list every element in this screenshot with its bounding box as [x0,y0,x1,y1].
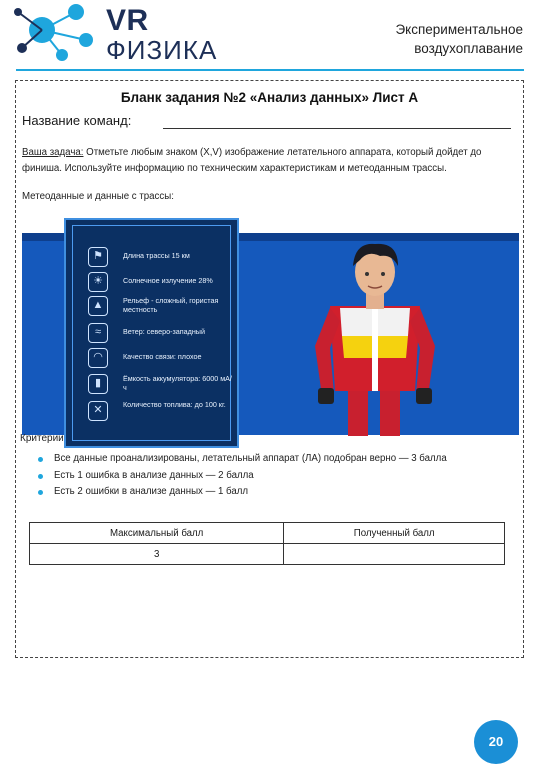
received-score-header: Полученный балл [284,523,505,544]
panel-item-text: Ветер: северо-западный [123,327,205,336]
table-header-row [30,523,505,544]
list-item [38,451,518,468]
task-description [22,145,520,177]
fuel-icon: ✕ [88,401,108,421]
panel-item-text: Ёмкость аккумулятора: 6000 мА/ч [123,374,232,392]
logo-text-vr: VR [106,4,149,37]
panel-item-battery [88,372,236,398]
weather-data-label: Метеоданные и данные с трассы: [22,191,174,202]
page-number-badge: 20 [474,720,518,764]
task-label: Ваша задача: [22,147,84,158]
form-title: Бланк задания №2 «Анализ данных» Лист А [120,90,419,105]
battery-icon: ▮ [88,374,108,394]
logo-text-physics: ФИЗИКА [106,35,218,65]
panel-item-wind [88,321,236,347]
list-item [38,484,518,501]
panel-item-text: Качество связи: плохое [123,352,202,361]
subject-line-1: Экспериментальное [395,22,523,37]
bullet-icon [38,490,43,495]
sun-icon: ☀ [88,272,108,292]
list-item [38,468,518,485]
criteria-item-text: Все данные проанализированы, летательный аппарат (ЛА) подобран верно — 3 балла [54,453,447,464]
team-name-field[interactable] [163,128,511,129]
table-row [30,544,505,565]
criteria-item-text: Есть 2 ошибки в анализе данных — 1 балл [54,486,249,497]
panel-item-track-length [88,245,236,271]
score-table [29,522,505,565]
panel-item-signal [88,346,236,372]
pilot-character-image [300,236,450,436]
received-score-cell[interactable] [284,544,505,565]
signal-icon: ◠ [88,348,108,368]
criteria-list [38,451,518,501]
bullet-icon [38,474,43,479]
bullet-icon [38,457,43,462]
subject-line-2: воздухоплавание [414,41,523,56]
subject-title [303,20,523,58]
panel-item-fuel [88,399,236,425]
panel-item-terrain [88,294,236,320]
panel-item-text: Длина трассы 15 км [123,251,190,260]
wind-icon: ≈ [88,323,108,343]
team-name-label: Название команд: [22,113,132,128]
panel-item-text: Рельеф - сложный, гористая местность [123,296,219,314]
criteria-item-text: Есть 1 ошибка в анализе данных — 2 балла [54,469,254,481]
mountain-icon: ▲ [88,296,108,316]
max-score-cell: 3 [30,544,284,565]
panel-item-text: Количество топлива: до 100 кг. [123,400,226,409]
logo-icon [8,0,100,64]
max-score-header: Максимальный балл [30,523,284,544]
criteria-label: Критерии [20,433,64,444]
panel-item-solar [88,270,236,296]
route-icon: ⚑ [88,247,108,267]
header-divider [16,69,524,71]
task-text: Отметьте любым знаком (X,V) изображение летательного аппарата, который дойдет до финиша. Используйте информацию по техническим характеристикам и метеоданным трассы. [22,147,482,174]
panel-item-text: Солнечное излучение 28% [123,276,213,285]
